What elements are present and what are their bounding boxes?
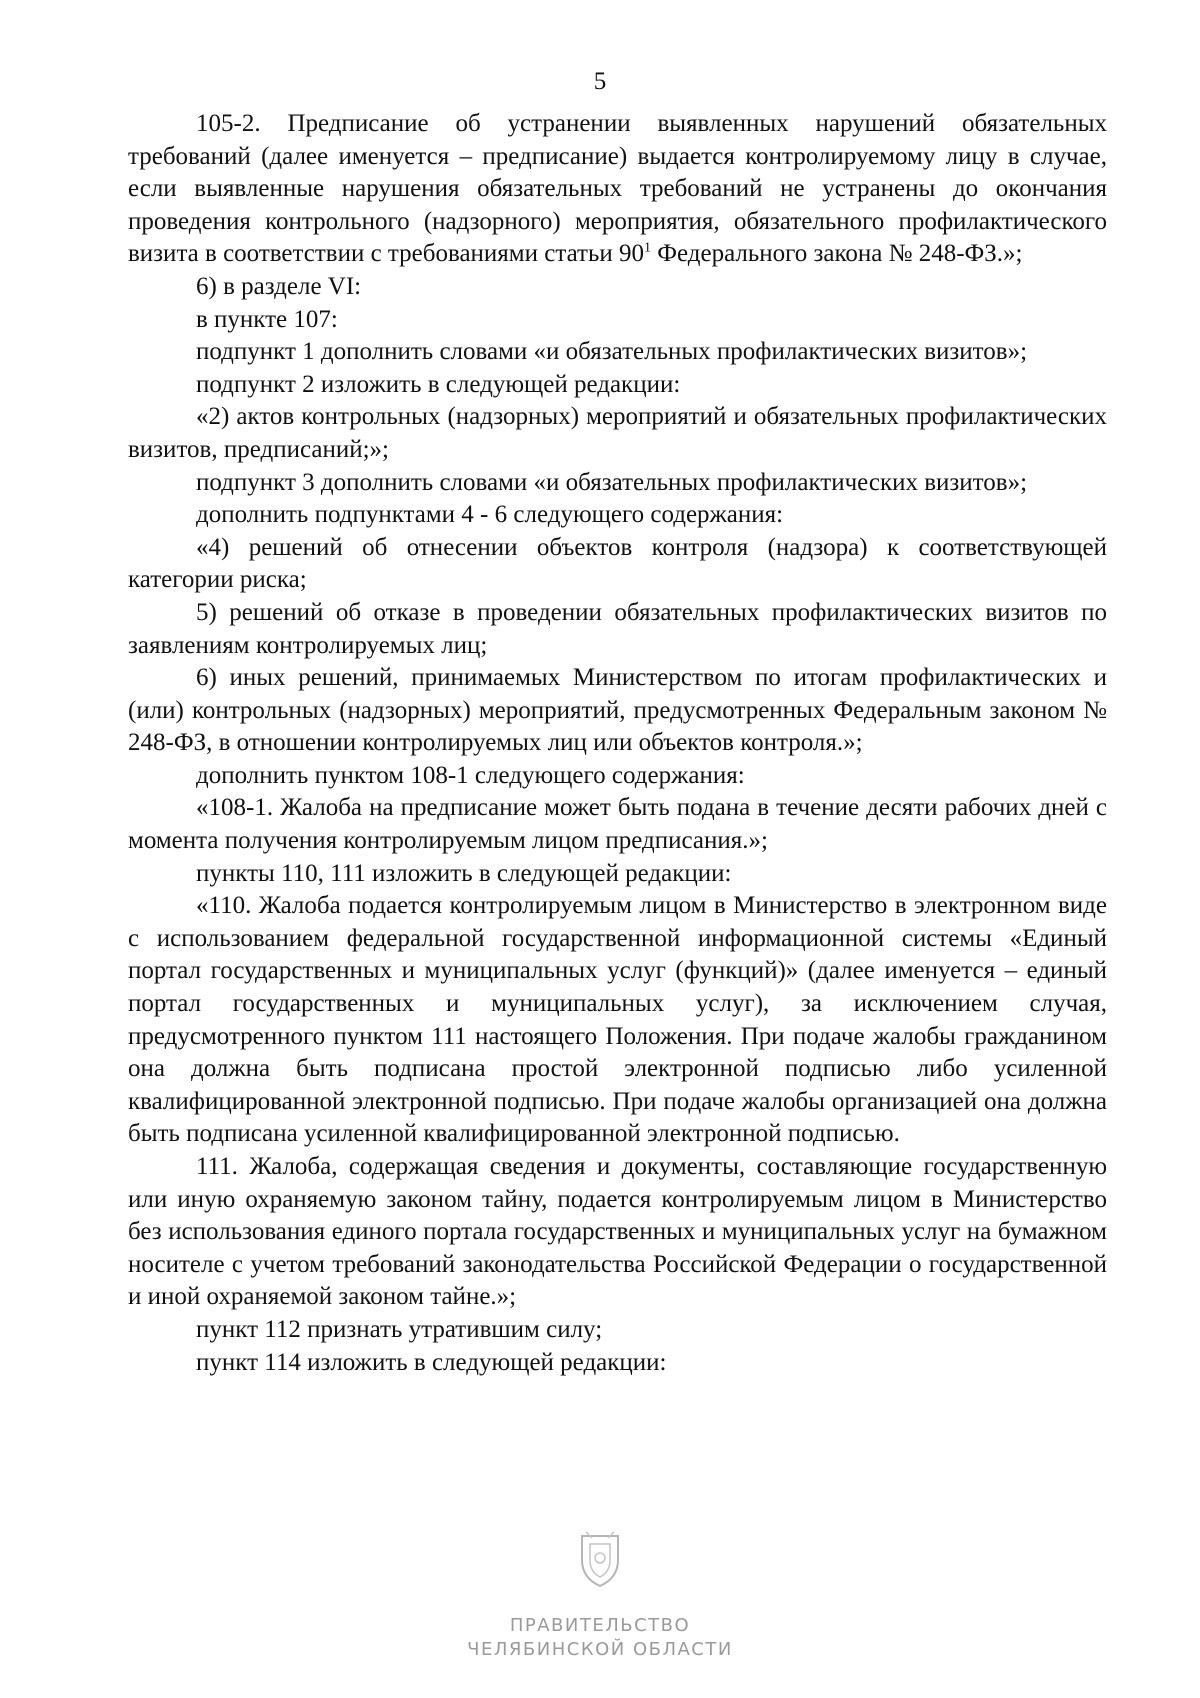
paragraph-105-2 <box>128 108 1107 271</box>
coat-of-arms-icon <box>572 1530 628 1590</box>
document-body <box>128 108 1107 1379</box>
paragraph: пункты 110, 111 изложить в следующей редакции: <box>196 859 732 887</box>
paragraph-text-tail: Федерального закона № 248-ФЗ.»; <box>650 240 1023 268</box>
paragraph: пункт 112 признать утратившим силу; <box>196 1315 603 1343</box>
paragraph: 6) в разделе VI: <box>196 272 362 300</box>
paragraph-text: 105-2. Предписание об устранении выявленных нарушений обязательных требований (далее именуется – предписание) выдается контролируемому лицу в случае, если выявленные нарушения обязательных требований не устранены до окончания проведения контрольного (надзорного) мероприятия, обязательного профилактического визита в соответствии с требованиями статьи 90 <box>128 110 1107 268</box>
page-number: 5 <box>593 68 607 95</box>
paragraph: подпункт 3 дополнить словами «и обязательных профилактических визитов»; <box>196 468 1028 496</box>
paragraph: «108-1. Жалоба на предписание может быть подана в течение десяти рабочих дней с момента получения контролируемым лицом предписания.»; <box>128 794 1107 855</box>
paragraph: 111. Жалоба, содержащая сведения и документы, составляющие государственную или иную охраняемую законом тайну, подается контролируемым лицом в Министерство без использования единого портала государственных и муниципальных услуг на бумажном носителе с учетом требований законодательства Российской Федерации о государственной и иной охраняемой законом тайне.»; <box>128 1153 1107 1311</box>
superscript: 1 <box>643 241 651 257</box>
paragraph: 6) иных решений, принимаемых Министерством по итогам профилактических и (или) контрольных (надзорных) мероприятий, предусмотренных Федеральным законом № 248-ФЗ, в отношении контролируемых лиц или объектов контроля.»; <box>128 664 1107 757</box>
paragraph: «2) актов контрольных (надзорных) мероприятий и обязательных профилактических визитов, предписаний;»; <box>128 403 1107 463</box>
paragraph: «110. Жалоба подается контролируемым лицом в Министерство в электронном виде с использованием федеральной государственной информационной системы «Единый портал государственных и муниципальных услуг (функций)» (далее именуется – единый портал государственных и муниципальных услуг), за исключением случая, предусмотренного пунктом 111 настоящего Положения. При подаче жалобы гражданином она должна быть подписана простой электронной подписью либо усиленной квалифицированной электронной подписью. При подаче жалобы организацией она должна быть подписана усиленной квалифицированной электронной подписью. <box>128 892 1107 1148</box>
paragraph: подпункт 2 изложить в следующей редакции: <box>196 370 681 398</box>
paragraph: в пункте 107: <box>196 305 338 333</box>
stamp-text-line2: ЧЕЛЯБИНСКОЙ ОБЛАСТИ <box>467 1639 733 1660</box>
paragraph: 5) решений об отказе в проведении обязательных профилактических визитов по заявлениям контролируемых лиц; <box>128 598 1107 659</box>
stamp-text-line1: ПРАВИТЕЛЬСТВО <box>509 1615 691 1636</box>
paragraph: дополнить подпунктами 4 - 6 следующего содержания: <box>196 501 784 529</box>
paragraph: подпункт 1 дополнить словами «и обязательных профилактических визитов»; <box>196 338 1028 366</box>
government-stamp <box>460 1530 740 1670</box>
paragraph: дополнить пунктом 108-1 следующего содержания: <box>196 761 745 789</box>
paragraph: пункт 114 изложить в следующей редакции: <box>196 1348 667 1376</box>
paragraph: «4) решений об отнесении объектов контроля (надзора) к соответствующей категории риска; <box>128 533 1107 594</box>
